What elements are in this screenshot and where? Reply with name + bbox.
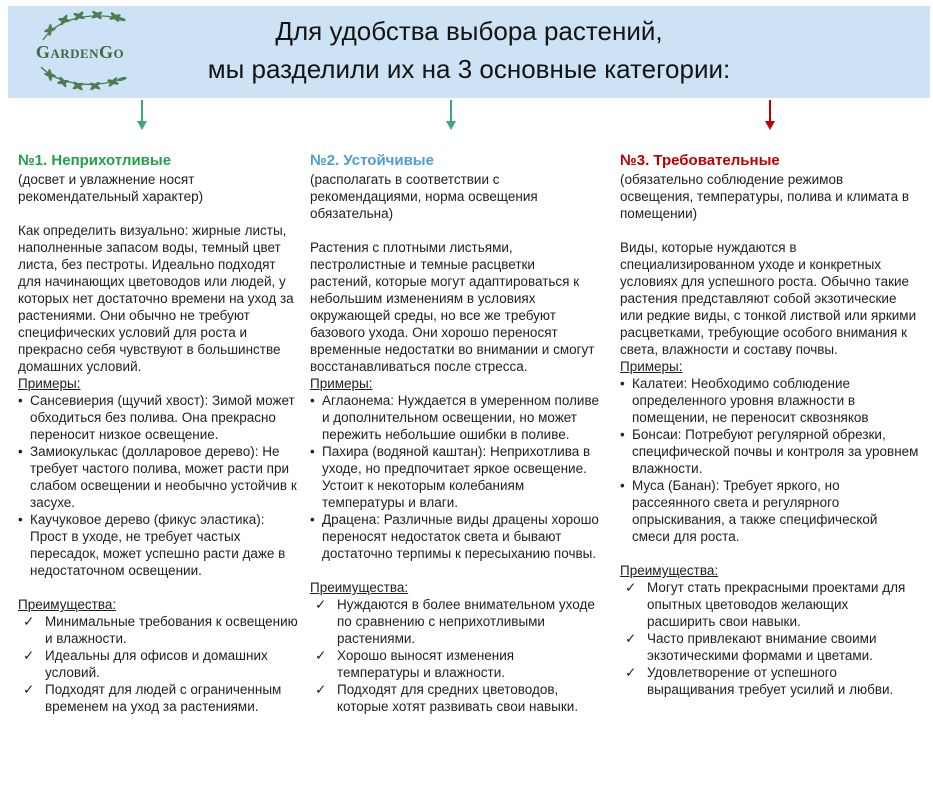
header-band (8, 6, 930, 98)
bullet-icon: • (620, 376, 625, 391)
category-description: Виды, которые нуждаются в специализированном уходе и конкретных условиях для успешного роста. Обычно такие растения представляют собой экзотические или редкие виды, с тонкой листвой или яркими расцветками, требующие особого внимания к света, влажности и составу почвы. (620, 240, 917, 357)
checkmark-icon: ✓ (625, 631, 637, 646)
page-title (8, 12, 930, 88)
example-item (620, 426, 919, 477)
advantage-item (620, 664, 919, 698)
advantage-text: Могут стать прекрасными проектами для опытных цветоводов желающих расширить свои навыки. (647, 580, 906, 629)
advantage-text: Часто привлекают внимание своими экзотическими формами и цветами. (647, 631, 877, 663)
example-item (18, 443, 301, 511)
spacer (620, 545, 919, 562)
category-title: №2. Устойчивые (310, 152, 434, 169)
example-text: Драцена: Различные виды драцены хорошо переносят недостаток света и бывают достаточно терпимы к пересыханию почвы. (322, 512, 599, 561)
checkmark-icon: ✓ (315, 597, 327, 612)
advantages-label: Преимущества: (620, 563, 719, 578)
advantage-item (18, 681, 301, 715)
checkmark-icon: ✓ (23, 614, 35, 629)
advantage-item (620, 579, 919, 630)
spacer (310, 562, 600, 579)
bullet-icon: • (310, 444, 315, 459)
example-text: Аглаонема: Нуждается в умеренном поливе и дополнительном освещении, но может пережить небольшие ошибки в поливе. (322, 393, 599, 442)
bullet-icon: • (310, 393, 315, 408)
advantage-text: Минимальные требования к освещению и влажности. (45, 614, 298, 646)
example-item (18, 511, 301, 579)
examples-label: Примеры: (620, 359, 683, 374)
example-text: Пахира (водяной каштан): Неприхотлива в уходе, но предпочитает яркое освещение. Устоит к некоторым колебаниям температуры и влаги. (322, 444, 591, 510)
example-item (310, 511, 600, 562)
page-title-line1: Для удобства выбора растений, (275, 16, 663, 46)
category-title: №1. Неприхотливые (18, 152, 172, 169)
arrow-down-icon (445, 100, 457, 130)
advantage-text: Хорошо выносят изменения температуры и влажности. (337, 648, 515, 680)
checkmark-icon: ✓ (315, 648, 327, 663)
example-text: Бонсаи: Потребуют регулярной обрезки, специфической почвы и контроля за уровнем влажности. (632, 427, 919, 476)
checkmark-icon: ✓ (625, 580, 637, 595)
bullet-icon: • (18, 444, 23, 459)
category-column-3 (620, 151, 919, 698)
bullet-icon: • (18, 393, 23, 408)
example-text: Замиокулькас (долларовое дерево): Не требует частого полива, может расти при слабом освещении и необычно устойчив к засухе. (30, 444, 297, 510)
advantage-item (310, 681, 600, 715)
advantages-label: Преимущества: (310, 580, 409, 595)
advantage-text: Удовлетворение от успешного выращивания требует усилий и любви. (647, 665, 894, 697)
example-text: Калатеи: Необходимо соблюдение определенного уровня влажности в помещении, не переносит сквозняков (632, 376, 869, 425)
category-column-1 (18, 151, 301, 715)
advantage-text: Подходят для людей с ограниченным временем на уход за растениями. (45, 682, 282, 714)
category-column-2 (310, 151, 600, 715)
example-item (620, 375, 919, 426)
advantage-item (620, 630, 919, 664)
advantage-item (310, 596, 600, 647)
example-item (310, 392, 600, 443)
category-subtitle: (досвет и увлажнение носят рекомендательный характер) (18, 172, 204, 204)
example-item (310, 443, 600, 511)
category-title: №3. Требовательные (620, 152, 780, 169)
spacer (18, 579, 301, 596)
example-text: Муса (Банан): Требует яркого, но рассеянного света и регулярного опрыскивания, а также специфической смеси для роста. (632, 478, 878, 544)
advantage-text: Идеальны для офисов и домашних условий. (45, 648, 268, 680)
examples-label: Примеры: (18, 376, 81, 391)
advantages-label: Преимущества: (18, 597, 117, 612)
category-description: Как определить визуально: жирные листы, наполненные запасом воды, темный цвет листа, без пестроты. Идеально подходят для начинающих цветоводов или людей, у которых нет достаточно времени на уход за растениями. Они обычно не требуют специфических условий для роста и прекрасно себя чувствуют в большинстве домашних условий. (18, 223, 294, 374)
advantage-item (310, 647, 600, 681)
checkmark-icon: ✓ (315, 682, 327, 697)
category-subtitle: (располагать в соответствии с рекомендациями, норма освещения обязательна) (310, 172, 538, 221)
example-text: Каучуковое дерево (фикус эластика): Прост в уходе, не требует частых пересадок, может успешно расти даже в недостаточном освещении. (30, 512, 286, 578)
logo-text: GardenGo (35, 42, 125, 62)
bullet-icon: • (620, 427, 625, 442)
example-item (620, 477, 919, 545)
checkmark-icon: ✓ (23, 682, 35, 697)
category-subtitle: (обязательно соблюдение режимов освещения, температуры, полива и климата в помещении) (620, 172, 910, 221)
advantage-item (18, 647, 301, 681)
bullet-icon: • (18, 512, 23, 527)
checkmark-icon: ✓ (23, 648, 35, 663)
arrow-down-icon (764, 100, 776, 130)
advantage-item (18, 613, 301, 647)
arrow-down-icon (136, 100, 148, 130)
example-item (18, 392, 301, 443)
advantage-text: Нуждаются в более внимательном уходе по сравнению с неприхотливыми растениями. (337, 597, 595, 646)
page-title-line2: мы разделили их на 3 основные категории: (207, 54, 731, 84)
category-description: Растения с плотными листьями, пестролистные и темные расцветки растений, которые могут адаптироваться к небольшим изменениям в условиях окружающей среды, но все же требуют базового ухода. Они хорошо переносят временные недостатки во внимании и смогут восстанавливаться после стресса. (310, 240, 595, 374)
advantage-text: Подходят для средних цветоводов, которые хотят развивать свои навыки. (337, 682, 579, 714)
examples-label: Примеры: (310, 376, 373, 391)
bullet-icon: • (620, 478, 625, 493)
example-text: Сансевиерия (щучий хвост): Зимой может обходиться без полива. Она прекрасно переносит низкое освещение. (30, 393, 295, 442)
bullet-icon: • (310, 512, 315, 527)
checkmark-icon: ✓ (625, 665, 637, 680)
